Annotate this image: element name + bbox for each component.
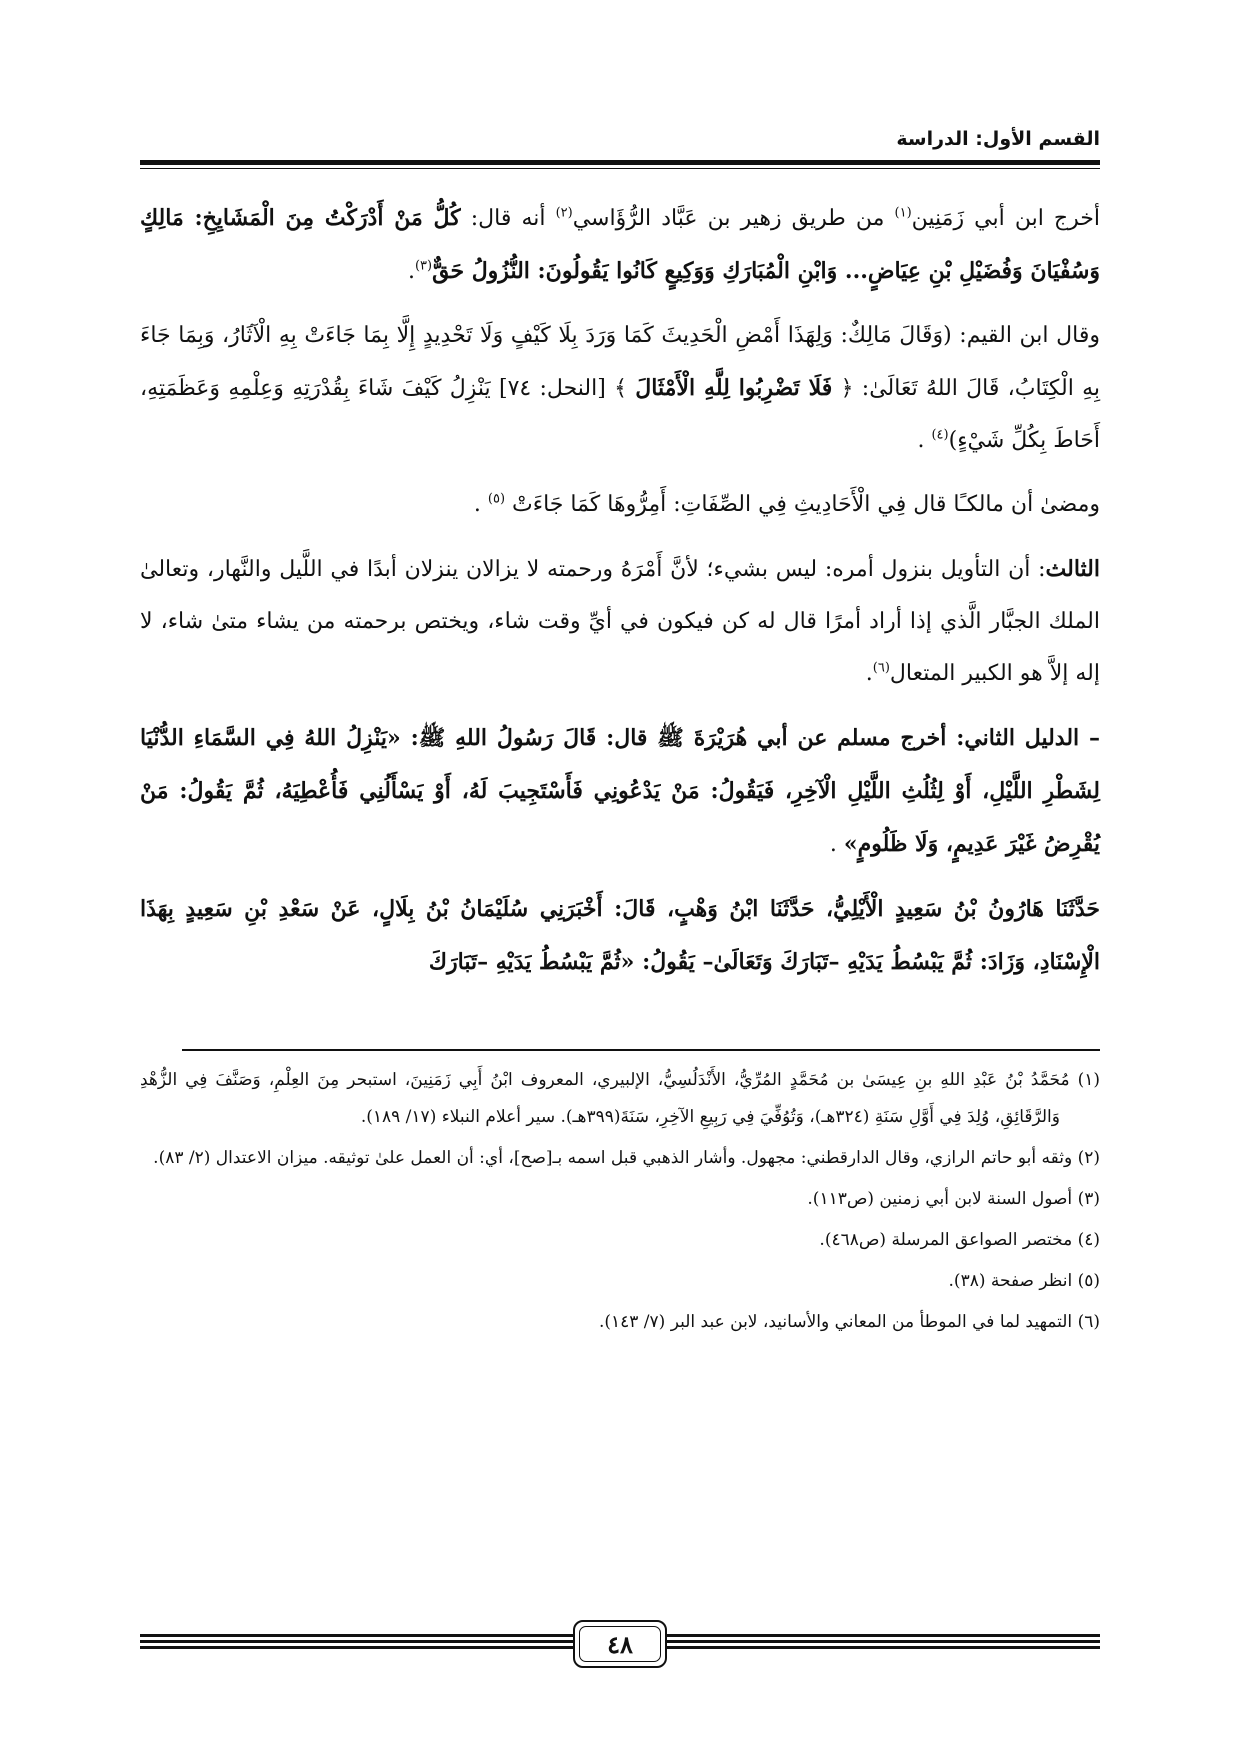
text-run: .: [407, 259, 415, 284]
paragraph: [140, 543, 1100, 700]
footnote: [140, 1140, 1100, 1177]
text-run: فَلَا تَضْرِبُوا لِلَّهِ الْأَمْثَالَ: [635, 375, 833, 401]
paragraph: [140, 192, 1100, 298]
footnote-number: (٣): [1077, 1189, 1100, 1209]
text-run: أخرج ابن أبي زَمَنِين: [911, 206, 1100, 231]
footnote-ref: (٢): [555, 205, 573, 221]
footnote-ref: (٣): [414, 258, 433, 274]
text-run: ﴾ [النحل: ٧٤] يَنْزِلُ كَيْفَ شَاءَ بِقُدْرَتِهِ وَعِلْمِهِ وَعَظَمَتِهِ، أَحَاطَ بِكُلِّ شَيْءٍ): [140, 376, 1100, 453]
footnote-text: انظر صفحة (٣٨).: [948, 1271, 1073, 1291]
main-text: [140, 192, 1100, 1001]
text-run: ومضىٰ أن مالكـًا قال فِي الْأَحَادِيثِ فِي الصِّفَاتِ: أَمِرُّوهَا كَمَا جَاءَتْ: [505, 492, 1100, 517]
page-header: [140, 128, 1100, 158]
footnote-number: (٢): [1077, 1148, 1100, 1168]
text-run: .: [829, 832, 844, 857]
footnote: [140, 1062, 1100, 1136]
footnote-number: (١): [1077, 1070, 1100, 1090]
footnote: [140, 1263, 1100, 1300]
text-run: من طريق زهير بن عَبَّاد الرُّؤَاسي: [572, 206, 895, 231]
text-run: .: [865, 661, 873, 686]
header-divider: [140, 160, 1100, 172]
footnote-divider: [182, 1049, 1100, 1051]
footnote-text: التمهيد لما في الموطأ من المعاني والأسانيد، لابن عبد البر (٧/ ١٤٣).: [598, 1312, 1073, 1332]
footnote: [140, 1304, 1100, 1341]
footnote: [140, 1181, 1100, 1218]
paragraph: [140, 479, 1100, 531]
footnote-ref: (٤): [931, 427, 949, 443]
text-run: حَدَّثَنَا هَارُونُ بْنُ سَعِيدٍ الْأَيْلِيُّ، حَدَّثَنَا ابْنُ وَهْبٍ، قَالَ: أَخْبَرَنِي سُلَيْمَانُ بْنُ بِلَالٍ، عَنْ سَعْدِ بْنِ سَعِيدٍ بِهَذَا الْإِسْنَادِ، وَزَادَ: ثُمَّ يَبْسُطُ يَدَيْهِ –تَبَارَكَ وَتَعَالَىٰ– يَقُولُ: «ثُمَّ يَبْسُطُ يَدَيْهِ –تَبَارَكَ: [140, 896, 1100, 975]
text-run: – الدليل الثاني: أخرج مسلم عن أبي هُرَيْرَةَ ﷺ قال: قَالَ رَسُولُ اللهِ ﷺ: «يَنْزِلُ اللهُ فِي السَّمَاءِ الدُّنْيَا لِشَطْرِ اللَّيْلِ، أَوْ لِثُلُثِ اللَّيْلِ الْآخِرِ، فَيَقُولُ: مَنْ يَدْعُونِي فَأَسْتَجِيبَ لَهُ، أَوْ يَسْأَلُنِي فَأُعْطِيَهُ، ثُمَّ يَقُولُ: مَنْ يُقْرِضُ غَيْرَ عَدِيمٍ، وَلَا ظَلُومٍ»: [140, 725, 1100, 857]
paragraph: [140, 310, 1100, 467]
paragraph: [140, 883, 1100, 989]
footnote-text: مختصر الصواعق المرسلة (ص٤٦٨).: [819, 1230, 1073, 1250]
footnote-text: مُحَمَّدُ بْنُ عَبْدِ اللهِ بنِ عِيسَىٰ بن مُحَمَّدٍ المُرِّيُّ، الأَنْدَلُسِيُّ، الإلبيري، المعروف ابْنُ أَبِي زَمَنِينَ، استبحر مِنَ العِلْمِ، وَصَنَّفَ فِي الزُّهْدِ وَالرَّقَائِقِ، وُلِدَ فِي أَوَّلِ سَنَةِ (٣٢٤هـ)، وَتُوُفِّيَ فِي رَبِيعِ الآخِرِ، سَنَةَ(٣٩٩هـ). سير أعلام النبلاء (١٧/ ١٨٩).: [140, 1070, 1070, 1127]
footnote-number: (٤): [1077, 1230, 1100, 1250]
footnote-ref: (٥): [487, 491, 506, 507]
footnote: [140, 1222, 1100, 1259]
page-number-box: [573, 1620, 667, 1668]
text-run: : أن التأويل بنزول أمره: ليس بشيء؛ لأنَّ أَمْرَهُ ورحمته لا يزالان ينزلان أبدًا في اللَّيل والنَّهار، وتعالىٰ الملك الجبَّار الَّذي إذا أراد أمرًا قال له كن فيكون في أيِّ وقت شاء، ويختص برحمته من يشاء متىٰ شاء، لا إله إلاَّ هو الكبير المتعال: [140, 557, 1100, 686]
text-run: .: [473, 492, 488, 517]
text-run: أنه قال:: [460, 206, 556, 231]
footnotes: [140, 1062, 1100, 1345]
header-divider-thin: [140, 168, 1100, 169]
paragraph: [140, 712, 1100, 871]
page-footer: [140, 1620, 1100, 1670]
page-number: ٤٨: [607, 1629, 633, 1659]
footnote-text: أصول السنة لابن أبي زمنين (ص١١٣).: [807, 1189, 1073, 1209]
footnote-number: (٦): [1077, 1312, 1100, 1332]
footnote-ref: (١): [894, 205, 912, 221]
section-title: القسم الأول: الدراسة: [896, 128, 1100, 150]
footnote-text: وثقه أبو حاتم الرازي، وقال الدارقطني: مجهول. وأشار الذهبي قبل اسمه بـ[صح]، أي: أن العمل علىٰ توثيقه. ميزان الاعتدال (٢/ ٨٣).: [153, 1148, 1073, 1168]
text-run: .: [917, 428, 932, 453]
footnote-number: (٥): [1077, 1271, 1100, 1291]
text-run: كُلُّ مَنْ أَدْرَكْتُ مِنَ الْمَشَايِخِ: مَالِكٍ وَسُفْيَانَ وَفُضَيْلِ بْنِ عِيَاضٍ... وَابْنِ الْمُبَارَكِ وَوَكِيعٍ كَانُوا يَقُولُونَ: النُّزُولُ حَقٌّ: [140, 205, 1100, 284]
header-divider-thick: [140, 160, 1100, 165]
text-run: الثالث: [1045, 556, 1100, 582]
text-run: وقال ابن القيم: (وَقَالَ مَالِكٌ: وَلِهَذَا أَمْضِ الْحَدِيثَ كَمَا وَرَدَ بِلَا كَيْفٍ وَلَا تَحْدِيدٍ إِلَّا بِمَا جَاءَتْ بِهِ الْآثَارُ، وَبِمَا جَاءَ بِهِ الْكِتَابُ، قَالَ اللهُ تَعَالَىٰ: ﴿: [140, 323, 1101, 401]
footnote-ref: (٦): [872, 660, 890, 676]
